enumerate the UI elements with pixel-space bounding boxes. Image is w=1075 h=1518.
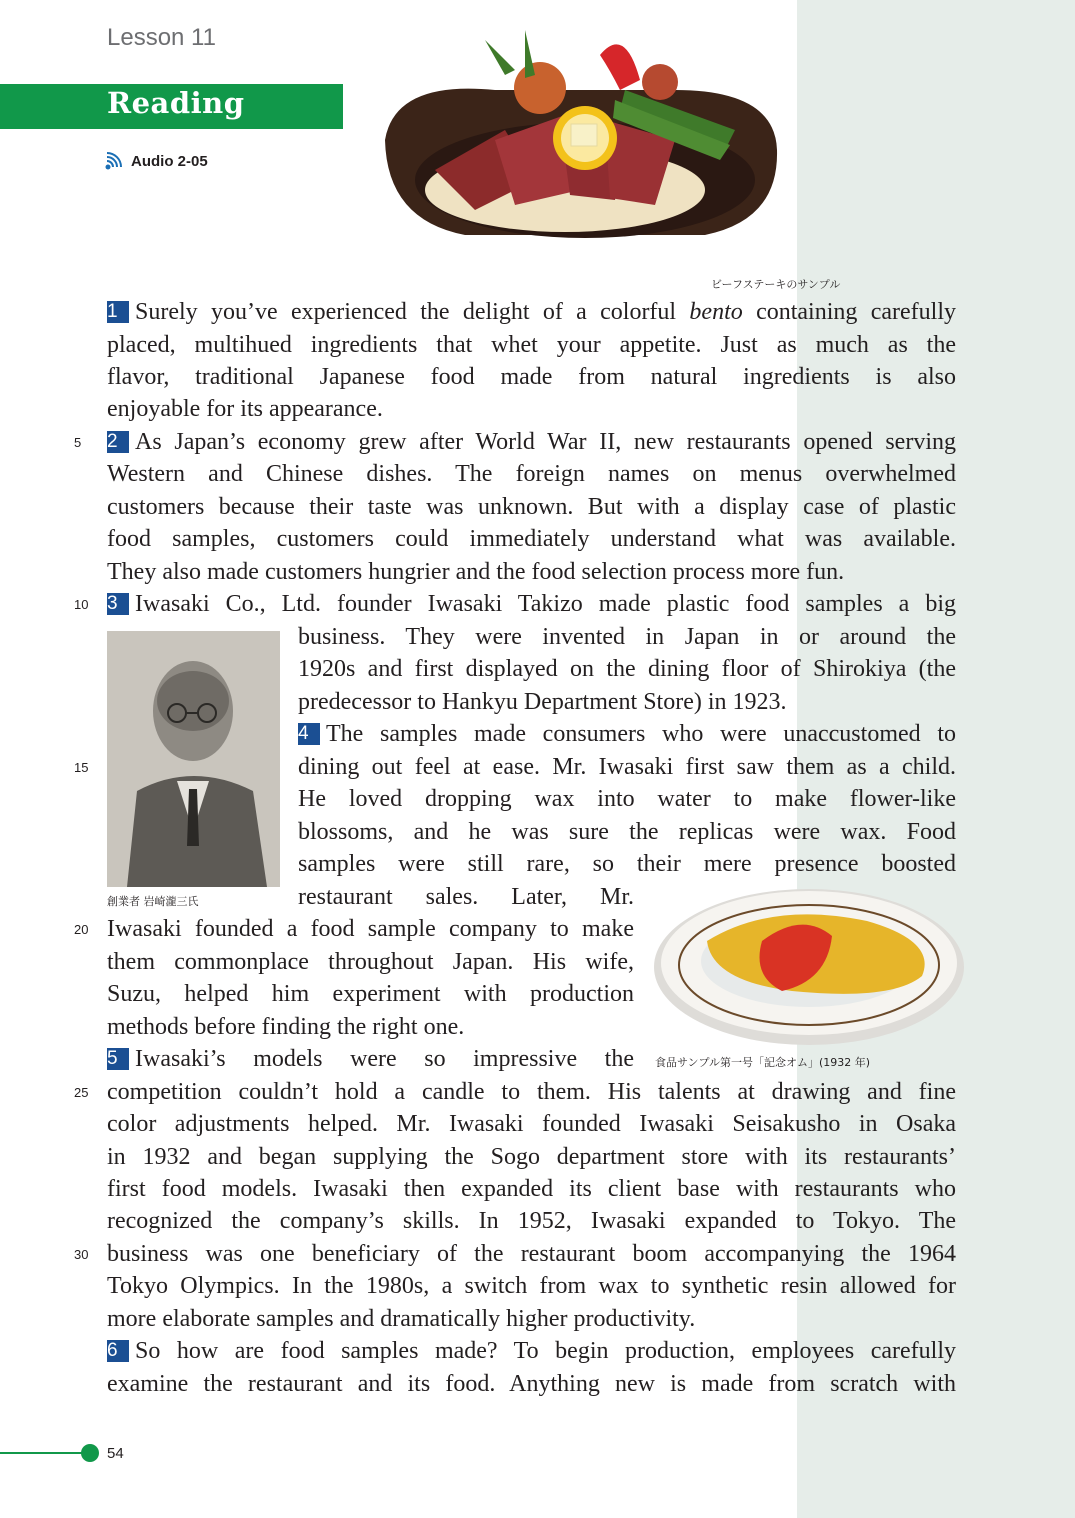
text-line-11: business. They were invented in Japan in or around the	[298, 624, 956, 650]
audio-label: Audio 2-05	[131, 152, 208, 170]
founder-photo-caption: 創業者 岩崎瀧三氏	[107, 895, 199, 908]
text-line-26: color adjustments helped. Mr. Iwasaki founded Iwasaki Seisakusho in Osaka	[107, 1111, 956, 1137]
steak-photo-caption: ビーフステーキのサンプル	[711, 278, 841, 291]
text-line-29: recognized the company’s skills. In 1952, Iwasaki expanded to Tokyo. The	[107, 1208, 956, 1234]
text-line-31: Tokyo Olympics. In the 1980s, a switch from wax to synthetic resin allowed for	[107, 1273, 956, 1299]
omelette-photo-caption: 食品サンプル第一号「記念オム」(1932 年)	[655, 1056, 871, 1069]
text-line-8: food samples, customers could immediately understand what was available.	[107, 526, 956, 552]
text-line-27: in 1932 and began supplying the Sogo department store with its restaurants’	[107, 1144, 956, 1170]
text-line-3: flavor, traditional Japanese food made from natural ingredients is also	[107, 364, 956, 390]
text-line-30: business was one beneficiary of the restaurant boom accompanying the 1964	[107, 1241, 956, 1267]
text-line-9: They also made customers hungrier and the food selection process more fun.	[107, 559, 845, 585]
paragraph-number: 2	[107, 431, 129, 453]
text-line-13: predecessor to Hankyu Department Store) in 1923.	[298, 689, 787, 715]
line-number: 5	[74, 435, 82, 450]
audio-icon	[105, 152, 127, 170]
paragraph-number: 1	[107, 301, 129, 323]
text-line-7: customers because their taste was unknown. But with a display case of plastic	[107, 494, 956, 520]
beef-steak-sample-photo	[375, 20, 787, 262]
line-number: 10	[74, 597, 89, 612]
footer-dot	[81, 1444, 99, 1462]
page-number: 54	[107, 1445, 124, 1462]
paragraph-number: 3	[107, 593, 129, 615]
text-line-10: 3 Iwasaki Co., Ltd. founder Iwasaki Takizo made plastic food samples a big	[107, 591, 956, 617]
paragraph-number: 5	[107, 1048, 129, 1070]
omelette-sample-photo	[652, 881, 966, 1047]
section-title: Reading	[107, 86, 245, 120]
text-line-14: 4 The samples made consumers who were unaccustomed to	[298, 721, 956, 747]
text-line-15: dining out feel at ease. Mr. Iwasaki first saw them as a child.	[298, 754, 956, 780]
text-line-5: 2 As Japan’s economy grew after World War II, new restaurants opened serving	[107, 429, 956, 455]
founder-portrait-photo	[107, 631, 280, 887]
line-number: 15	[74, 760, 89, 775]
footer-rule	[0, 1452, 84, 1454]
text-line-1: 1 Surely you’ve experienced the delight of a colorful bento containing carefully	[107, 299, 956, 325]
line-number: 20	[74, 922, 89, 937]
lesson-label: Lesson 11	[107, 24, 216, 51]
text-line-23: methods before finding the right one.	[107, 1014, 465, 1040]
audio-track[interactable]	[105, 152, 208, 170]
text-line-17: blossoms, and he was sure the replicas were wax. Food	[298, 819, 956, 845]
paragraph-number: 4	[298, 723, 320, 745]
text-line-22: Suzu, helped him experiment with production	[107, 981, 634, 1007]
text-line-33: 6 So how are food samples made? To begin production, employees carefully	[107, 1338, 956, 1364]
text-line-34: examine the restaurant and its food. Anything new is made from scratch with	[107, 1371, 956, 1397]
line-number: 30	[74, 1247, 89, 1262]
text-line-20: Iwasaki founded a food sample company to make	[107, 916, 634, 942]
text-line-19: restaurant sales. Later, Mr.	[298, 884, 634, 910]
text-line-28: first food models. Iwasaki then expanded its client base with restaurants who	[107, 1176, 956, 1202]
text-line-12: 1920s and first displayed on the dining floor of Shirokiya (the	[298, 656, 956, 682]
paragraph-number: 6	[107, 1340, 129, 1362]
text-line-32: more elaborate samples and dramatically higher productivity.	[107, 1306, 696, 1332]
text-line-2: placed, multihued ingredients that whet your appetite. Just as much as the	[107, 332, 956, 358]
text-line-25: competition couldn’t hold a candle to them. His talents at drawing and fine	[107, 1079, 956, 1105]
text-line-4: enjoyable for its appearance.	[107, 396, 383, 422]
text-line-21: them commonplace throughout Japan. His wife,	[107, 949, 634, 975]
text-line-16: He loved dropping wax into water to make flower-like	[298, 786, 956, 812]
text-line-24: 5 Iwasaki’s models were so impressive the	[107, 1046, 634, 1072]
text-line-6: Western and Chinese dishes. The foreign names on menus overwhelmed	[107, 461, 956, 487]
line-number: 25	[74, 1085, 89, 1100]
text-line-18: samples were still rare, so their mere presence boosted	[298, 851, 956, 877]
